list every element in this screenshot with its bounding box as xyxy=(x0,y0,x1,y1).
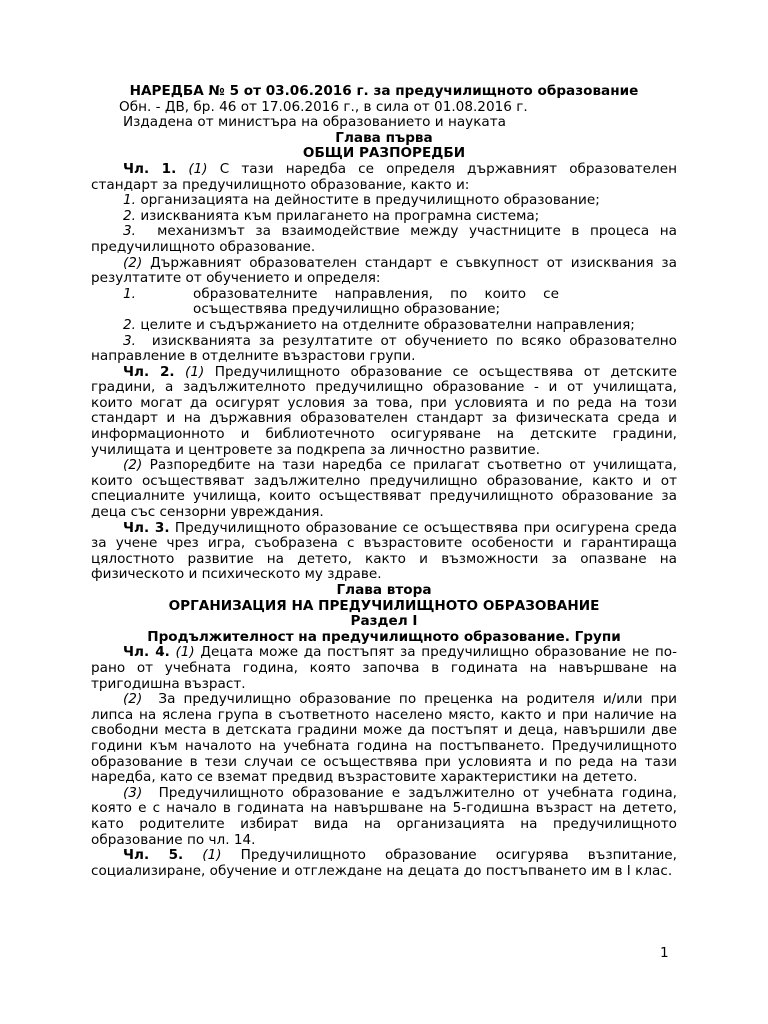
paragraph-text: С тази наредба се определя държавният образователен стандарт за предучилищното образование, както и: xyxy=(91,160,677,193)
paragraph-number: (2) xyxy=(123,691,143,708)
list-item xyxy=(91,334,677,365)
chapter-1-heading: ОБЩИ РАЗПОРЕДБИ xyxy=(302,145,466,162)
item-text: механизмът за взаимодействие между участниците в процеса на предучилищното образование. xyxy=(91,223,677,255)
paragraph-number: (1) xyxy=(175,644,195,661)
item-text: организацията на дейностите в предучилищното образование; xyxy=(140,192,600,209)
chapter-2-label: Глава втора xyxy=(336,582,432,598)
art2-para2 xyxy=(91,458,677,520)
issuer-line: Издадена от министъра на образованието и науката xyxy=(123,114,507,131)
list-item xyxy=(91,193,677,209)
art4-para3 xyxy=(91,786,677,848)
article-label: Чл. 3. xyxy=(123,519,170,536)
item-number: 1. xyxy=(123,285,136,302)
art2-para1 xyxy=(91,365,677,459)
art4-para1 xyxy=(91,645,677,692)
item-text-line1: образователните направления, по които се xyxy=(193,285,559,302)
article-label: Чл. 1. xyxy=(123,160,177,177)
art1-para2 xyxy=(91,256,677,287)
art3 xyxy=(91,521,677,583)
art1-para1 xyxy=(91,162,677,193)
paragraph-text: Предучилищното образование се осъществява от детските градини, а задължителното предучилищно образование - и от училищата, които могат да осигурят условия за това, при условията и по реда на този стандарт и на държавния образователен стандарт за физическата среда и информационното и библиотечното осигуряване на детските градини, училищата и центровете за подкрепа за личностно развитие. xyxy=(91,363,677,458)
item-number: 2. xyxy=(123,316,136,333)
article-label: Чл. 5. xyxy=(123,847,184,864)
list-item xyxy=(91,209,677,225)
publication-line: Обн. - ДВ, бр. 46 от 17.06.2016 г., в сила от 01.08.2016 г. xyxy=(119,98,528,115)
item-text: изискванията към прилагането на програмна система; xyxy=(140,207,540,224)
item-number: 3. xyxy=(123,332,136,349)
paragraph-text: Разпоредбите на тази наредба се прилагат съответно от училищата, които осъществяват задължително предучилищно образование, както и от специалните училища, които осъществяват предучилищното образование за деца със сензорни увреждания. xyxy=(91,457,677,521)
article-label: Чл. 2. xyxy=(123,363,175,380)
article-label: Чл. 4. xyxy=(123,644,170,661)
art4-para2 xyxy=(91,692,677,786)
section-title: Продължителност на предучилищното образование. Групи xyxy=(147,628,621,645)
paragraph-text: Децата може да постъпят за предучилищно образование не по- рано от учебната година, която започва в годината на навършване на тригодишна възраст. xyxy=(91,644,677,692)
item-number: 3. xyxy=(123,223,136,240)
list-item xyxy=(91,224,677,255)
chapter-2-heading: ОРГАНИЗАЦИЯ НА ПРЕДУЧИЛИЩНОТО ОБРАЗОВАНИЕ xyxy=(168,597,600,614)
paragraph-number: (3) xyxy=(123,784,143,801)
document-body xyxy=(91,84,677,879)
item-number: 1. xyxy=(123,192,136,209)
paragraph-number: (1) xyxy=(188,160,208,177)
paragraph-text: За предучилищно образование по преценка на родителя и/или при липса на яслена група в съответното населено място, както и при наличие на свободни места в детската градини може да постъпят и деца, навършили две години към началото на учебната година на постъпването. Предучилищното образование в тези случаи се осъществява при условията и по реда на тази наредба, като се вземат предвид възрастовите характеристики на детето. xyxy=(91,691,677,786)
paragraph-number: (2) xyxy=(123,254,143,271)
paragraph-text: Предучилищното образование е задължително от учебната година, която е с начало в годината на навършване на 5-годишна възраст на детето, като родителите избират вида на организацията на предучилищното образование по чл. 14. xyxy=(91,784,677,848)
document-title: НАРЕДБА № 5 от 03.06.2016 г. за предучилищното образование xyxy=(129,83,639,99)
chapter-1-label: Глава първа xyxy=(335,129,433,146)
item-text: целите и съдържанието на отделните образователни направления; xyxy=(140,316,635,333)
paragraph-number: (2) xyxy=(123,457,143,474)
list-item xyxy=(91,318,677,334)
paragraph-text: Предучилищното образование се осъществява при осигурена среда за учене чрез игра, съобразена с възрастовите особености и гарантираща цялостното развитие на детето, както и възможности за опазване на физическото и психическото му здраве. xyxy=(91,519,678,583)
section-label: Раздел I xyxy=(350,613,418,630)
paragraph-text: Предучилищното образование осигурява възпитание, социализиране, обучение и отглеждане на децата до постъпването им в I клас. xyxy=(91,847,677,879)
paragraph-text: Държавният образователен стандарт е съвкупност от изисквания за резултатите от обучението и определя: xyxy=(91,254,677,287)
page-number: 1 xyxy=(660,945,669,961)
item-text: изискванията за резултатите от обучението по всяко образователно направление в отделните възрастови групи. xyxy=(91,332,677,365)
list-item xyxy=(91,287,677,318)
paragraph-number: (1) xyxy=(185,363,205,380)
art5-para1 xyxy=(91,848,677,879)
item-number: 2. xyxy=(123,207,136,224)
paragraph-number: (1) xyxy=(202,847,222,864)
item-text-line2: осъществява предучилищно образование; xyxy=(193,301,501,318)
